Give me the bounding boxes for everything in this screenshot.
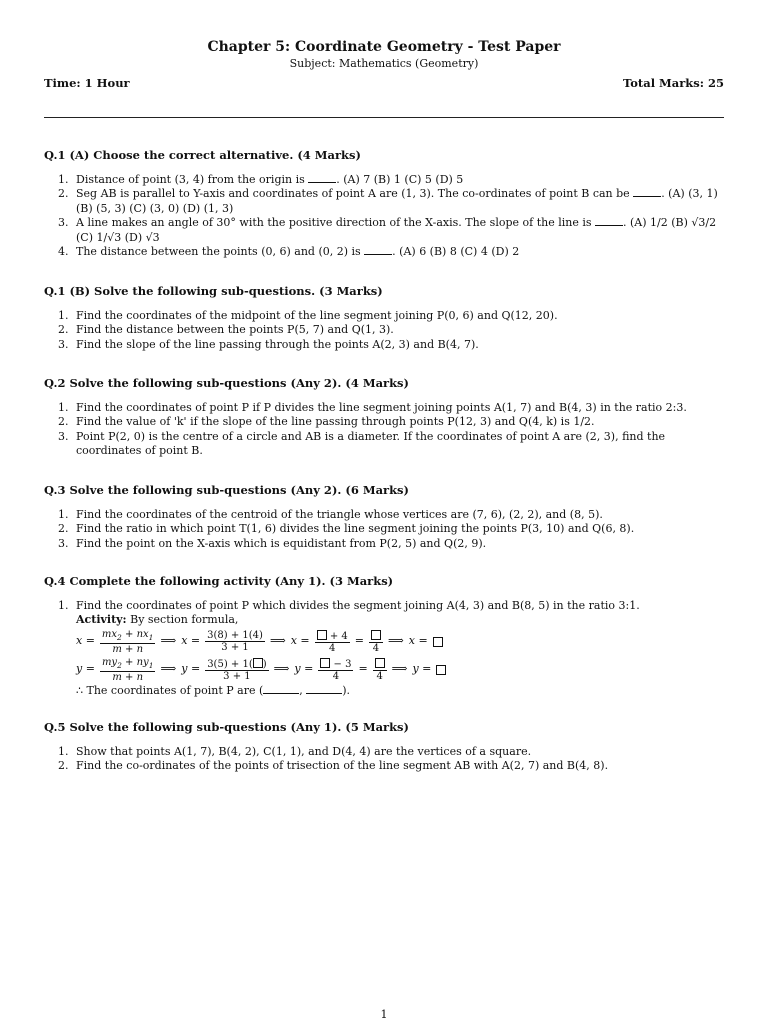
section-q2	[44, 376, 724, 459]
list-item: 1. Distance of point (3, 4) from the origin is . (A) 7 (B) 1 (C) 5 (D) 5	[58, 172, 464, 186]
list-item: 2. Find the value of 'k' if the slope of the line passing through points P(12, 3) and Q(4, k) is 1/2.	[58, 415, 595, 428]
x-formula: x = $\frac{mx_2 + nx_1}{m + n}$ ⟹ x = $\frac{3(8) + 1(4)}{3 + 1}$ ⟹ x = $\frac{+ 4}{4}$ = 4 ⟹ x =	[44, 628, 724, 656]
list-item: 2. Seg AB is parallel to Y-axis and coordinates of point A are (1, 3). The co-ordinates of point B can be . (A) (3, 1) (B) (5, 3) (C) (3, 0) (D) (1, 3)	[58, 187, 718, 215]
section-heading: Q.1 (B) Solve the following sub-questions. (3 Marks)	[44, 284, 383, 298]
list-item: 1. Find the coordinates of point P if P divides the line segment joining points A(1, 7) and B(4, 3) in the ratio 2:3.	[58, 400, 687, 414]
section-q3	[44, 483, 724, 551]
section-q1a	[44, 148, 724, 260]
list-item: 1. Show that points A(1, 7), B(4, 2), C(1, 1), and D(4, 4) are the vertices of a square.	[58, 744, 532, 758]
section-q4	[44, 574, 724, 698]
list-item: 1. Find the coordinates of the midpoint of the line segment joining P(0, 6) and Q(12, 20).	[58, 308, 558, 322]
header-divider	[44, 117, 724, 118]
list-item: 2. Find the ratio in which point T(1, 6) divides the line segment joining the points P(3, 10) and Q(6, 8).	[58, 522, 635, 535]
page-number: 1	[380, 1008, 388, 1021]
section-heading: Q.5 Solve the following sub-questions (Any 1). (5 Marks)	[44, 720, 409, 734]
subject-line: Subject: Mathematics (Geometry)	[289, 57, 479, 70]
list-item: 1. Find the coordinates of the centroid of the triangle whose vertices are (7, 6), (2, 2), and (8, 5).	[58, 507, 603, 521]
list-item: 3. Point P(2, 0) is the centre of a circle and AB is a diameter. If the coordinates of point A are (2, 3), find the coordinates of point B.	[58, 429, 666, 457]
section-heading: Q.3 Solve the following sub-questions (Any 2). (6 Marks)	[44, 483, 409, 497]
section-q1b	[44, 284, 724, 352]
list-item: 2. Find the co-ordinates of the points of trisection of the line segment AB with A(2, 7) and B(4, 8).	[58, 759, 609, 772]
list-item: 3. A line makes an angle of 30° with the positive direction of the X-axis. The slope of the line is . (A) 1/2 (B) √3/2 (C) 1/√3 (D) √3	[58, 216, 717, 244]
section-heading: Q.4 Complete the following activity (Any 1). (3 Marks)	[44, 574, 394, 588]
section-q5	[44, 720, 724, 774]
page-title: Chapter 5: Coordinate Geometry - Test Paper	[207, 39, 561, 55]
section-heading: Q.1 (A) Choose the correct alternative. (4 Marks)	[44, 148, 361, 162]
time-label: Time: 1 Hour	[44, 76, 130, 90]
list-item: 4. The distance between the points (0, 6) and (0, 2) is . (A) 6 (B) 8 (C) 4 (D) 2	[58, 245, 520, 258]
total-marks-label: Total Marks: 25	[623, 76, 724, 90]
activity-conclusion: ∴ The coordinates of point P are ( , ).	[76, 683, 351, 697]
list-item: 1. Find the coordinates of point P which divides the segment joining A(4, 3) and B(8, 5) in the ratio 3:1.	[58, 598, 640, 612]
section-heading: Q.2 Solve the following sub-questions (Any 2). (4 Marks)	[44, 376, 409, 390]
list-item: 3. Find the slope of the line passing through the points A(2, 3) and B(4, 7).	[58, 337, 479, 351]
y-formula: y = $\frac{my_2 + ny_1}{m + n}$ ⟹ y = $\frac{3(5) + 1( )}{3 + 1}$ ⟹ y = $\frac{- 3}{4}$ = 4 ⟹ y =	[44, 656, 724, 684]
list-item: 2. Find the distance between the points P(5, 7) and Q(1, 3).	[58, 323, 394, 336]
activity-line: Activity: By section formula,	[76, 613, 239, 626]
list-item: 3. Find the point on the X-axis which is equidistant from P(2, 5) and Q(2, 9).	[58, 536, 487, 550]
